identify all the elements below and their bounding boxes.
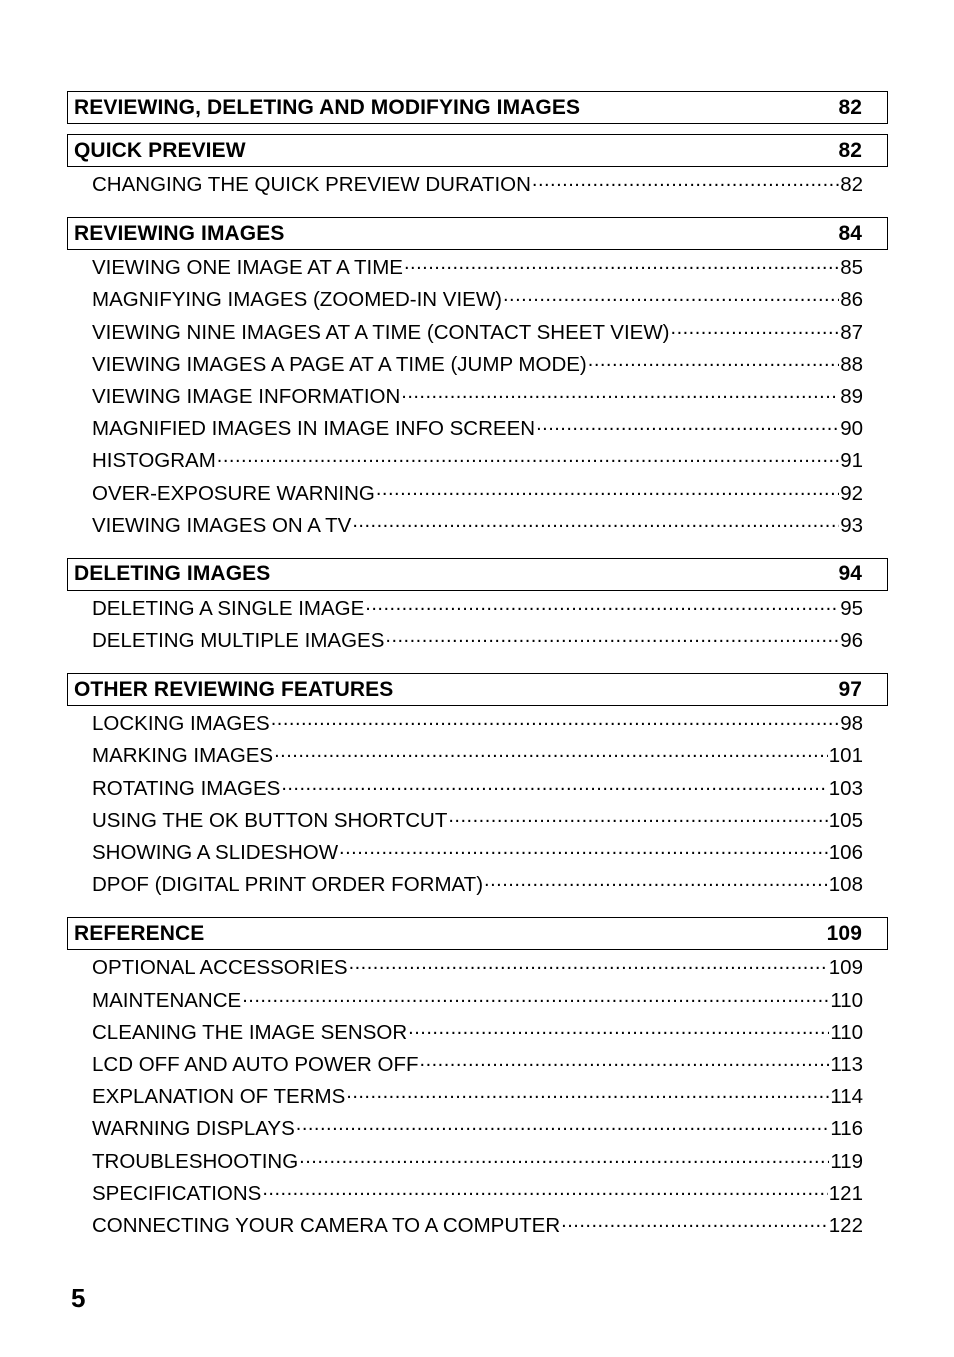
section-header[interactable] (67, 558, 888, 591)
entry-page: 119 (830, 1149, 863, 1173)
entry-title: DPOF (DIGITAL PRINT ORDER FORMAT) (92, 873, 484, 897)
entry-page: 90 (840, 417, 863, 441)
section-title: OTHER REVIEWING FEATURES (74, 677, 394, 701)
toc-entry[interactable] (92, 710, 863, 742)
toc-entry[interactable] (92, 775, 863, 807)
dot-leader (281, 775, 827, 795)
section-title: REFERENCE (74, 921, 205, 945)
section-title: DELETING IMAGES (74, 562, 271, 586)
entry-page: 87 (840, 320, 863, 344)
entry-title: SHOWING A SLIDESHOW (92, 841, 339, 864)
entry-page: 109 (828, 956, 863, 980)
section-header[interactable] (67, 91, 888, 124)
entry-title: USING THE OK BUTTON SHORTCUT (92, 808, 448, 832)
toc-entry[interactable] (92, 807, 863, 839)
entry-page: 101 (828, 744, 863, 768)
toc-entry[interactable] (92, 480, 863, 512)
dot-leader (365, 595, 839, 615)
toc-entry[interactable] (92, 171, 863, 203)
entry-title: VIEWING IMAGE INFORMATION (92, 384, 401, 408)
dot-leader (262, 1180, 827, 1200)
section-page: 94 (838, 562, 862, 586)
section-page: 109 (826, 921, 862, 945)
entry-page: 93 (840, 513, 863, 537)
section-header[interactable] (67, 673, 888, 706)
dot-leader (561, 1212, 828, 1232)
entry-list (67, 706, 888, 903)
toc-entry[interactable] (92, 987, 863, 1019)
entry-page: 89 (840, 384, 863, 408)
entry-title: ROTATING IMAGES (92, 776, 281, 800)
toc-entry[interactable] (92, 871, 863, 903)
entry-page: 110 (830, 1020, 863, 1044)
entry-title: LCD OFF AND AUTO POWER OFF (92, 1052, 419, 1076)
table-of-contents (67, 91, 888, 1244)
dot-leader (588, 351, 839, 371)
entry-title: MAINTENANCE (92, 988, 242, 1012)
dot-leader (296, 1115, 830, 1135)
toc-entry[interactable] (92, 383, 863, 415)
dot-leader (339, 839, 828, 859)
toc-entry[interactable] (92, 839, 863, 871)
toc-entry[interactable] (92, 286, 863, 318)
toc-entry[interactable] (92, 512, 863, 544)
entry-page: 121 (828, 1181, 863, 1205)
toc-entry[interactable] (92, 351, 863, 383)
entry-title: VIEWING IMAGES A PAGE AT A TIME (JUMP MODE) (92, 352, 587, 376)
toc-entry[interactable] (92, 1115, 863, 1147)
entry-page: 122 (828, 1213, 863, 1237)
dot-leader (532, 171, 839, 191)
entry-list (67, 167, 888, 203)
entry-title: OPTIONAL ACCESSORIES (92, 956, 348, 980)
entry-title: TROUBLESHOOTING (92, 1149, 299, 1173)
section-page: 97 (838, 677, 862, 701)
entry-page: 85 (840, 256, 863, 280)
entry-title: OVER-EXPOSURE WARNING (92, 481, 375, 505)
dot-leader (271, 710, 839, 730)
toc-entry[interactable] (92, 1148, 863, 1180)
dot-leader (420, 1051, 830, 1071)
entry-page: 91 (840, 449, 863, 473)
entry-title: MARKING IMAGES (92, 744, 274, 768)
entry-title: MAGNIFYING IMAGES (ZOOMED-IN VIEW) (92, 288, 502, 312)
entry-page: 110 (830, 988, 863, 1012)
entry-page: 106 (828, 841, 863, 864)
entry-title: WARNING DISPLAYS (92, 1117, 295, 1141)
dot-leader (536, 415, 839, 435)
entry-title: SPECIFICATIONS (92, 1181, 262, 1205)
toc-entry[interactable] (92, 447, 863, 479)
entry-title: MAGNIFIED IMAGES IN IMAGE INFO SCREEN (92, 417, 536, 441)
toc-entry[interactable] (92, 954, 863, 986)
toc-section (67, 91, 888, 124)
entry-page: 98 (840, 712, 863, 736)
dot-leader (299, 1148, 829, 1168)
entry-page: 96 (840, 629, 863, 653)
dot-leader (671, 319, 840, 339)
dot-leader (503, 286, 839, 306)
section-page: 82 (838, 95, 862, 119)
entry-page: 116 (830, 1117, 863, 1141)
entry-page: 88 (840, 352, 863, 376)
section-page: 84 (838, 221, 862, 245)
section-header[interactable] (67, 917, 888, 950)
entry-title: CLEANING THE IMAGE SENSOR (92, 1020, 408, 1044)
toc-entry[interactable] (92, 595, 863, 627)
toc-entry[interactable] (92, 1212, 863, 1244)
toc-entry[interactable] (92, 627, 863, 659)
entry-title: VIEWING NINE IMAGES AT A TIME (CONTACT SHEET VIEW) (92, 320, 670, 344)
entry-title: EXPLANATION OF TERMS (92, 1085, 346, 1109)
toc-section (67, 917, 888, 1244)
dot-leader (376, 480, 839, 500)
dot-leader (274, 742, 828, 762)
entry-title: LOCKING IMAGES (92, 712, 270, 736)
toc-section (67, 217, 888, 544)
toc-section (67, 673, 888, 903)
toc-entry[interactable] (92, 1019, 863, 1051)
toc-entry[interactable] (92, 742, 863, 774)
toc-section (67, 134, 888, 203)
toc-entry[interactable] (92, 319, 863, 351)
toc-section (67, 558, 888, 659)
entry-page: 103 (828, 776, 863, 800)
toc-entry[interactable] (92, 1180, 863, 1212)
dot-leader (448, 807, 827, 827)
section-title: QUICK PREVIEW (74, 138, 246, 162)
dot-leader (346, 1083, 829, 1103)
dot-leader (352, 512, 839, 532)
section-header[interactable] (67, 134, 888, 167)
dot-leader (349, 954, 828, 974)
entry-page: 113 (830, 1052, 863, 1076)
toc-entry[interactable] (92, 254, 863, 286)
entry-page: 114 (830, 1085, 863, 1109)
entry-title: DELETING A SINGLE IMAGE (92, 596, 365, 620)
section-title: REVIEWING, DELETING AND MODIFYING IMAGES (74, 95, 581, 119)
dot-leader (401, 383, 839, 403)
entry-title: CHANGING THE QUICK PREVIEW DURATION (92, 173, 531, 196)
entry-page: 105 (828, 808, 863, 832)
toc-entry[interactable] (92, 1051, 863, 1083)
entry-title: HISTOGRAM (92, 449, 216, 473)
entry-page: 82 (840, 173, 863, 196)
entry-page: 92 (840, 481, 863, 505)
entry-list (67, 591, 888, 659)
dot-leader (408, 1019, 829, 1039)
section-header[interactable] (67, 217, 888, 250)
toc-entry[interactable] (92, 1083, 863, 1115)
entry-title: VIEWING IMAGES ON A TV (92, 513, 352, 537)
page-number: 5 (71, 1283, 86, 1313)
entry-page: 95 (840, 596, 863, 620)
toc-entry[interactable] (92, 415, 863, 447)
dot-leader (217, 447, 839, 467)
dot-leader (484, 871, 828, 891)
section-page: 82 (838, 138, 862, 162)
entry-list (67, 950, 888, 1244)
dot-leader (385, 627, 839, 647)
dot-leader (242, 987, 829, 1007)
section-title: REVIEWING IMAGES (74, 221, 285, 245)
dot-leader (404, 254, 839, 274)
entry-list (67, 250, 888, 544)
entry-title: CONNECTING YOUR CAMERA TO A COMPUTER (92, 1213, 561, 1237)
entry-title: VIEWING ONE IMAGE AT A TIME (92, 256, 403, 280)
entry-page: 108 (828, 873, 863, 897)
entry-page: 86 (840, 288, 863, 312)
entry-title: DELETING MULTIPLE IMAGES (92, 629, 385, 653)
